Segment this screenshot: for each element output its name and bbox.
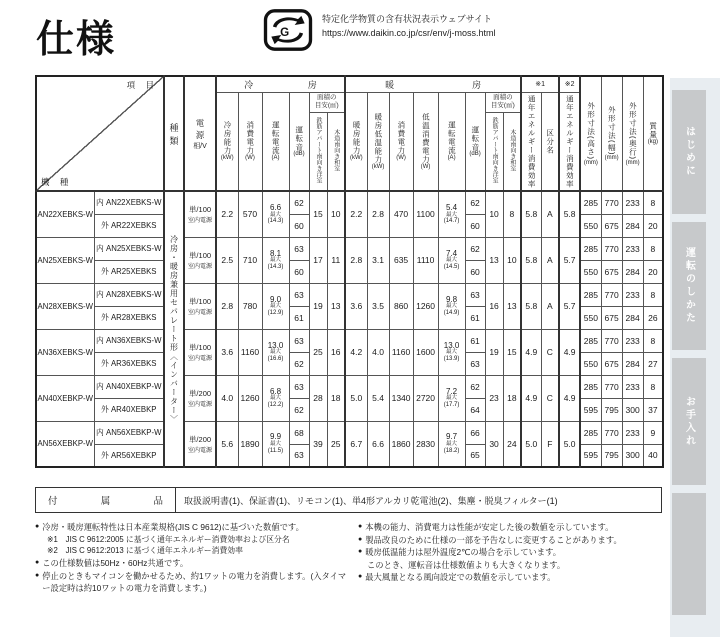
heat-noise-indoor: 62 <box>465 191 485 214</box>
apf1-mark-header: ※1 <box>521 76 559 92</box>
heat-current-header: 運転電流 (A) <box>438 92 465 191</box>
outdoor-unit: 外 AR56XEBKP <box>94 444 164 467</box>
cool-area-rc: 19 <box>309 283 327 329</box>
cool-current: 13.0 最大 (16.6) <box>262 329 289 375</box>
heat-watts: 1860 <box>389 421 413 467</box>
heat-area-rc: 16 <box>485 283 503 329</box>
footnote: ● 本機の能力、消費電力は性能が安定した後の数値を示しています。 <box>358 522 614 532</box>
heat-noise-indoor: 63 <box>465 283 485 306</box>
heat-low-watts: 2720 <box>413 375 438 421</box>
dim-height-outdoor: 595 <box>580 444 601 467</box>
cool-noise-indoor: 63 <box>289 375 309 398</box>
bullet-icon: ● <box>35 558 40 566</box>
outdoor-unit: 外 AR25XEBKS <box>94 260 164 283</box>
dim-height-header: 外形寸法(高さ) (mm) <box>580 76 601 191</box>
cool-area-rc: 25 <box>309 329 327 375</box>
model-name: AN40XEBKP-W <box>36 375 94 421</box>
heat-low-watts: 1110 <box>413 237 438 283</box>
dim-width-indoor: 770 <box>601 191 622 214</box>
heat-capacity: 6.7 <box>345 421 367 467</box>
corner-item-label: 項 目 <box>126 80 158 90</box>
footnote: ● 暖房低温能力は屋外温度2℃の場合を示しています。 <box>358 547 562 558</box>
g-mark-caption-url: https://www.daikin.co.jp/csr/env/j-moss.html <box>322 28 496 39</box>
bullet-icon: ● <box>358 535 363 543</box>
cool-noise-outdoor: 60 <box>289 260 309 283</box>
cool-capacity-header: 冷房能力 (kW) <box>216 92 238 191</box>
cool-watts: 780 <box>238 283 262 329</box>
dim-width-outdoor: 795 <box>601 444 622 467</box>
model-name: AN56XEBKP-W <box>36 421 94 467</box>
dim-height-outdoor: 550 <box>580 352 601 375</box>
weight-outdoor: 26 <box>643 306 663 329</box>
cool-noise-outdoor: 60 <box>289 214 309 237</box>
dim-depth-indoor: 233 <box>622 191 643 214</box>
heat-current: 9.7 最大 (18.2) <box>438 421 465 467</box>
heat-noise-header: 運転音 (dB) <box>465 92 485 191</box>
weight-indoor: 8 <box>643 191 663 214</box>
heat-area-sub1-header: 鉄筋アパート南向き洋室 <box>485 112 503 191</box>
heat-watts: 1160 <box>389 329 413 375</box>
notes-right <box>358 521 664 584</box>
apf1-value: 5.0 <box>521 421 541 467</box>
footnote: ※1 JIS C 9612:2005 に基づく通年エネルギー消費効率および区分名 <box>47 534 290 544</box>
dim-width-indoor: 770 <box>601 329 622 352</box>
cool-noise-outdoor: 63 <box>289 444 309 467</box>
indoor-unit: 内 AN22XEBKS-W <box>94 191 164 214</box>
heat-noise-outdoor: 63 <box>465 352 485 375</box>
cool-capacity: 4.0 <box>216 375 238 421</box>
heat-current: 9.8 最大 (14.9) <box>438 283 465 329</box>
weight-outdoor: 27 <box>643 352 663 375</box>
cool-area-rc: 39 <box>309 421 327 467</box>
footnote: ● 最大風量となる風向設定での数値を示しています。 <box>358 572 556 583</box>
heat-capacity-header: 暖房能力 (kW) <box>345 92 367 191</box>
heat-low-watts: 2830 <box>413 421 438 467</box>
heat-area-sub2-header: 木造南向き和室 <box>503 112 521 191</box>
apf-class-value: F <box>541 421 559 467</box>
heat-area-wood: 8 <box>503 191 521 237</box>
heat-capacity: 2.8 <box>345 237 367 283</box>
apf-class-header: 区分名 <box>541 92 559 191</box>
apf2-header: 通年エネルギー消費効率 <box>559 92 580 191</box>
dim-height-indoor: 285 <box>580 421 601 444</box>
model-name: AN36XEBKS-W <box>36 329 94 375</box>
indoor-unit: 内 AN28XEBKS-W <box>94 283 164 306</box>
apf-class-value: C <box>541 329 559 375</box>
dim-width-outdoor: 675 <box>601 352 622 375</box>
cool-watts: 570 <box>238 191 262 237</box>
apf1-header: 通年エネルギー消費効率 <box>521 92 541 191</box>
dim-width-header: 外形寸法(幅) (mm) <box>601 76 622 191</box>
footnote: ● 冷房・暖房運転特性は日本産業規格(JIS C 9612)に基づいた数値です。 <box>35 522 304 532</box>
cool-current-header: 運転電流 (A) <box>262 92 289 191</box>
cool-watts: 1260 <box>238 375 262 421</box>
cool-area-rc: 15 <box>309 191 327 237</box>
heat-area-wood: 18 <box>503 375 521 421</box>
dim-height-indoor: 285 <box>580 191 601 214</box>
apf1-value: 4.9 <box>521 375 541 421</box>
dim-depth-header: 外形寸法(奥行) (mm) <box>622 76 643 191</box>
cool-watts: 710 <box>238 237 262 283</box>
page-title: 仕様 <box>36 19 117 61</box>
heat-noise-outdoor: 64 <box>465 398 485 421</box>
heat-watts: 1340 <box>389 375 413 421</box>
cool-capacity: 5.6 <box>216 421 238 467</box>
cool-area-wood: 10 <box>327 191 345 237</box>
power-source: 単/100 室内電源 <box>184 283 216 329</box>
g-mark-caption <box>322 12 496 41</box>
cool-area-wood: 11 <box>327 237 345 283</box>
bullet-icon: ● <box>35 571 40 579</box>
power-source: 単/200 室内電源 <box>184 421 216 467</box>
power-header <box>184 76 216 191</box>
power-header-bottom: 相/V <box>193 142 207 150</box>
heat-area-wood: 15 <box>503 329 521 375</box>
footnote: ● 製品改良のために仕様の一部を予告なしに変更することがあります。 <box>358 534 622 545</box>
bullet-icon: ● <box>35 523 40 530</box>
weight-indoor: 8 <box>643 329 663 352</box>
weight-outdoor: 20 <box>643 260 663 283</box>
cool-noise-outdoor: 62 <box>289 398 309 421</box>
heating-group-header <box>345 76 521 92</box>
footnote: ● 停止のときもマイコンを働かせるため、約1ワットの電力を消費します。(入タイマー設定時は約10ワットの電力を消費します。) <box>35 570 347 593</box>
heat-watts-header: 消費電力 (W) <box>389 92 413 191</box>
cool-capacity: 2.5 <box>216 237 238 283</box>
accessories-value: 取扱説明書(1)、保証書(1)、リモコン(1)、単4形アルカリ乾電池(2)、集塵・脱臭フィルター(1) <box>184 495 558 506</box>
heat-current: 7.2 最大 (17.7) <box>438 375 465 421</box>
heat-low-capacity-header: 暖房低温能力 (kW) <box>367 92 389 191</box>
type-label: 冷房・暖房兼用セパレート形〈インバーター〉 <box>164 191 184 467</box>
cool-area-wood: 18 <box>327 375 345 421</box>
dim-depth-outdoor: 284 <box>622 352 643 375</box>
cool-capacity: 2.2 <box>216 191 238 237</box>
corner-header <box>36 76 164 191</box>
heat-area-rc: 19 <box>485 329 503 375</box>
dim-height-outdoor: 550 <box>580 214 601 237</box>
cool-noise-indoor: 63 <box>289 283 309 306</box>
cool-noise-indoor: 63 <box>289 329 309 352</box>
cooling-group-header <box>216 76 345 92</box>
heat-area-wood: 10 <box>503 237 521 283</box>
cool-current: 6.6 最大 (14.3) <box>262 191 289 237</box>
cool-area-rc: 17 <box>309 237 327 283</box>
power-source: 単/100 室内電源 <box>184 237 216 283</box>
heat-area-rc: 10 <box>485 191 503 237</box>
heat-noise-outdoor: 60 <box>465 214 485 237</box>
dim-depth-indoor: 233 <box>622 329 643 352</box>
sidebar-tab-oteire: お手入れ <box>672 358 706 485</box>
weight-outdoor: 37 <box>643 398 663 421</box>
outdoor-unit: 外 AR36XEBKS <box>94 352 164 375</box>
apf2-value: 4.9 <box>559 375 580 421</box>
dim-width-indoor: 770 <box>601 375 622 398</box>
dim-width-outdoor: 675 <box>601 306 622 329</box>
g-mark-caption-line1: 特定化学物質の含有状況表示ウェブサイト <box>322 14 493 24</box>
heat-noise-outdoor: 60 <box>465 260 485 283</box>
accessories-label: 付 属 品 <box>36 488 176 512</box>
heat-low-watts: 1100 <box>413 191 438 237</box>
cool-current: 9.0 最大 (12.9) <box>262 283 289 329</box>
dim-height-outdoor: 595 <box>580 398 601 421</box>
outdoor-unit: 外 AR22XEBKS <box>94 214 164 237</box>
dim-width-outdoor: 675 <box>601 260 622 283</box>
dim-depth-outdoor: 300 <box>622 398 643 421</box>
cool-watts: 1160 <box>238 329 262 375</box>
dim-width-indoor: 770 <box>601 283 622 306</box>
apf2-mark-header: ※2 <box>559 76 580 92</box>
cool-area-wood: 25 <box>327 421 345 467</box>
dim-height-outdoor: 550 <box>580 306 601 329</box>
apf1-value: 5.8 <box>521 191 541 237</box>
heat-capacity: 3.6 <box>345 283 367 329</box>
power-source: 単/200 室内電源 <box>184 375 216 421</box>
indoor-unit: 内 AN36XEBKS-W <box>94 329 164 352</box>
heat-low-capacity: 6.6 <box>367 421 389 467</box>
model-name: AN25XEBKS-W <box>36 237 94 283</box>
heat-noise-outdoor: 61 <box>465 306 485 329</box>
accessories-row <box>35 487 662 513</box>
spec-table <box>35 75 664 468</box>
dim-depth-outdoor: 284 <box>622 214 643 237</box>
dim-width-indoor: 770 <box>601 237 622 260</box>
sidebar-tab-untennoshikata: 運転のしかた <box>672 222 706 350</box>
heat-area-header: 面積の 目安(㎡) <box>485 92 521 112</box>
bullet-icon: ● <box>358 523 363 530</box>
dim-height-indoor: 285 <box>580 329 601 352</box>
corner-model-label: 機 種 <box>41 177 73 187</box>
weight-outdoor: 40 <box>643 444 663 467</box>
cool-current: 9.9 最大 (11.5) <box>262 421 289 467</box>
apf1-value: 5.8 <box>521 237 541 283</box>
heat-watts: 470 <box>389 191 413 237</box>
heat-area-rc: 30 <box>485 421 503 467</box>
dim-height-indoor: 285 <box>580 375 601 398</box>
heat-noise-indoor: 62 <box>465 237 485 260</box>
cool-noise-outdoor: 61 <box>289 306 309 329</box>
g-mark-icon <box>263 8 313 52</box>
outdoor-unit: 外 AR28XEBKS <box>94 306 164 329</box>
cool-watts-header: 消費電力 (W) <box>238 92 262 191</box>
cool-watts: 1890 <box>238 421 262 467</box>
footnote: ※2 JIS C 9612:2013 に基づく通年エネルギー消費効率 <box>47 546 243 556</box>
apf-class-value: C <box>541 375 559 421</box>
svg-text:G: G <box>280 25 290 39</box>
cool-capacity: 2.8 <box>216 283 238 329</box>
apf2-value: 5.8 <box>559 191 580 237</box>
dim-depth-indoor: 233 <box>622 421 643 444</box>
cool-area-rc: 28 <box>309 375 327 421</box>
heat-noise-outdoor: 65 <box>465 444 485 467</box>
dim-depth-outdoor: 284 <box>622 260 643 283</box>
footnote: このとき、運転音は仕様数値よりも大きくなります。 <box>367 559 566 570</box>
cool-noise-header: 運転音 (dB) <box>289 92 309 191</box>
sidebar-tab-hajimeni: はじめに <box>672 90 706 214</box>
sidebar-tab-blank <box>672 493 706 615</box>
heat-capacity: 5.0 <box>345 375 367 421</box>
weight-header: 質量 (kg) <box>643 76 663 191</box>
cool-area-wood: 16 <box>327 329 345 375</box>
dim-width-indoor: 770 <box>601 421 622 444</box>
heat-low-capacity: 3.1 <box>367 237 389 283</box>
heat-noise-indoor: 62 <box>465 375 485 398</box>
section-tab-sidebar <box>670 78 720 637</box>
apf2-value: 5.0 <box>559 421 580 467</box>
spec-table-body <box>36 191 663 467</box>
cool-noise-indoor: 63 <box>289 237 309 260</box>
heat-low-watts: 1260 <box>413 283 438 329</box>
power-header-top: 電 <box>195 117 205 128</box>
apf-class-value: A <box>541 283 559 329</box>
heat-capacity: 2.2 <box>345 191 367 237</box>
heat-low-capacity: 3.5 <box>367 283 389 329</box>
heat-low-watts-header: 低温消費電力 (W) <box>413 92 438 191</box>
heat-noise-indoor: 66 <box>465 421 485 444</box>
cool-area-wood: 13 <box>327 283 345 329</box>
indoor-unit: 内 AN40XEBKP-W <box>94 375 164 398</box>
heat-current: 7.4 最大 (14.5) <box>438 237 465 283</box>
cool-capacity: 3.6 <box>216 329 238 375</box>
apf-class-value: A <box>541 237 559 283</box>
cool-area-header: 面積の 目安(㎡) <box>309 92 345 112</box>
heat-area-rc: 13 <box>485 237 503 283</box>
dim-width-outdoor: 675 <box>601 214 622 237</box>
dim-depth-outdoor: 300 <box>622 444 643 467</box>
model-name: AN22XEBKS-W <box>36 191 94 237</box>
heat-watts: 860 <box>389 283 413 329</box>
type-header-label: 種 類 <box>169 122 179 146</box>
power-source: 単/100 室内電源 <box>184 329 216 375</box>
bullet-icon: ● <box>358 548 363 556</box>
apf-class-value: A <box>541 191 559 237</box>
apf2-value: 5.7 <box>559 237 580 283</box>
power-source: 単/100 室内電源 <box>184 191 216 237</box>
indoor-unit: 内 AN56XEBKP-W <box>94 421 164 444</box>
heat-low-watts: 1600 <box>413 329 438 375</box>
heat-area-wood: 24 <box>503 421 521 467</box>
cool-noise-indoor: 62 <box>289 191 309 214</box>
heating-group-label: 暖 房 <box>385 79 482 90</box>
weight-outdoor: 20 <box>643 214 663 237</box>
apf2-value: 5.7 <box>559 283 580 329</box>
dim-height-indoor: 285 <box>580 237 601 260</box>
heat-capacity: 4.2 <box>345 329 367 375</box>
apf2-value: 4.9 <box>559 329 580 375</box>
dim-depth-indoor: 233 <box>622 283 643 306</box>
cool-area-sub2-header: 木造南向き和室 <box>327 112 345 191</box>
heat-low-capacity: 5.4 <box>367 375 389 421</box>
dim-height-indoor: 285 <box>580 283 601 306</box>
cool-current: 8.1 最大 (14.3) <box>262 237 289 283</box>
apf1-value: 5.8 <box>521 283 541 329</box>
heat-noise-indoor: 61 <box>465 329 485 352</box>
dim-height-outdoor: 550 <box>580 260 601 283</box>
heat-area-rc: 23 <box>485 375 503 421</box>
power-header-mid: 源 <box>195 129 205 140</box>
heat-low-capacity: 4.0 <box>367 329 389 375</box>
dim-depth-outdoor: 284 <box>622 306 643 329</box>
type-header <box>164 76 184 191</box>
apf1-value: 4.9 <box>521 329 541 375</box>
weight-indoor: 8 <box>643 375 663 398</box>
footnote: ● この仕様数値は50Hz・60Hz共通です。 <box>35 557 189 568</box>
cool-noise-outdoor: 62 <box>289 352 309 375</box>
indoor-unit: 内 AN25XEBKS-W <box>94 237 164 260</box>
notes-left <box>35 521 351 594</box>
dim-width-outdoor: 795 <box>601 398 622 421</box>
cool-current: 6.8 最大 (12.2) <box>262 375 289 421</box>
heat-current: 13.0 最大 (13.9) <box>438 329 465 375</box>
cooling-group-label: 冷 房 <box>244 79 317 90</box>
cool-noise-indoor: 68 <box>289 421 309 444</box>
weight-indoor: 9 <box>643 421 663 444</box>
heat-watts: 635 <box>389 237 413 283</box>
cool-area-sub1-header: 鉄筋アパート南向き洋室 <box>309 112 327 191</box>
heat-area-wood: 13 <box>503 283 521 329</box>
heat-low-capacity: 2.8 <box>367 191 389 237</box>
weight-indoor: 8 <box>643 237 663 260</box>
dim-depth-indoor: 233 <box>622 375 643 398</box>
outdoor-unit: 外 AR40XEBKP <box>94 398 164 421</box>
dim-depth-indoor: 233 <box>622 237 643 260</box>
heat-current: 5.4 最大 (14.7) <box>438 191 465 237</box>
weight-indoor: 8 <box>643 283 663 306</box>
bullet-icon: ● <box>358 573 363 581</box>
model-name: AN28XEBKS-W <box>36 283 94 329</box>
